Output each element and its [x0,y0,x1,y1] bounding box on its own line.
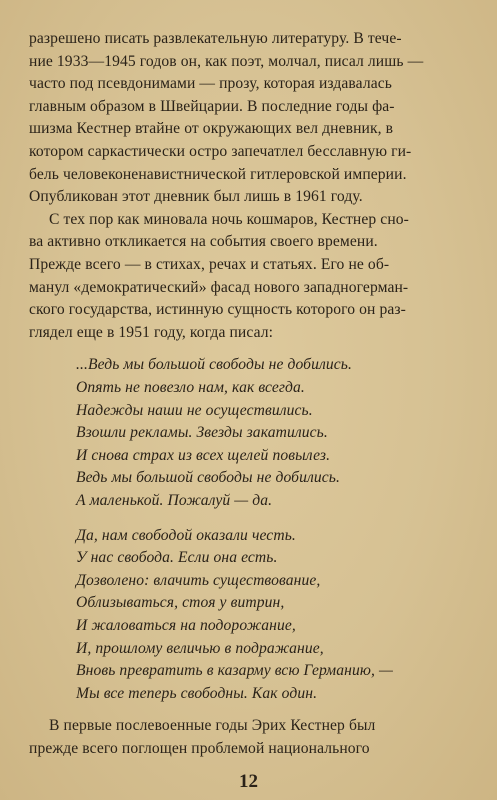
text-line: манул «демократический» фасад нового западногерман- [29,279,409,296]
text-line: часто под псевдонимами — прозу, которая издавалась [29,75,392,92]
text-line: прежде всего поглощен проблемой национального [29,740,370,757]
poem-line: Ведь мы большой свободы не добились. [76,469,340,486]
poem-line: Мы все теперь свободны. Как один. [76,685,318,702]
text-line: С тех пор как миновала ночь кошмаров, Кестнер сно- [49,211,409,228]
text-line: Прежде всего — в стихах, речах и статьях. Его не об- [29,256,390,273]
text-line: главным образом в Швейцарии. В последние годы фа- [29,98,395,115]
poem-line: Вновь превратить в казарму всю Германию, — [76,662,393,679]
poem-line: Опять не повезло нам, как всегда. [76,379,305,396]
text-line: ние 1933—1945 годов он, как поэт, молчал, писал лишь — [29,53,424,70]
poem-line: У нас свобода. Если она есть. [76,549,278,566]
text-line: ва активно откликается на события своего времени. [29,233,378,250]
text-line: разрешено писать развлекательную литературу. В тече- [29,30,402,47]
poem-line: А маленькой. Пожалуй — да. [76,492,273,509]
text-line: бель человеконенавистнической гитлеровской империи. [29,166,407,183]
text-line: котором саркастически остро запечатлел бесславную ги- [29,143,412,160]
poem-line: Взошли рекламы. Звезды закатились. [76,424,328,441]
text-line: глядел еще в 1951 году, когда писал: [29,324,274,341]
poem-line: Да, нам свободой оказали честь. [76,527,296,544]
text-line: В первые послевоенные годы Эрих Кестнер был [49,717,376,734]
poem-line: ...Ведь мы большой свободы не добились. [76,356,352,373]
poem-line: Облизываться, стоя у витрин, [76,594,285,611]
page-number: 12 [239,771,258,792]
text-line: Опубликован этот дневник был лишь в 1961 году. [29,188,363,205]
poem-line: Дозволено: влачить существование, [76,572,321,589]
text-line: шизма Кестнер втайне от окружающих вел дневник, в [29,120,394,137]
poem-line: И снова страх из всех щелей повылез. [76,447,331,464]
poem-line: И, прошлому величью в подражание, [76,640,324,657]
text-line: ского государства, истинную сущность которого он раз- [29,301,406,318]
poem-line: И жаловаться на подорожание, [76,617,296,634]
poem-line: Надежды наши не осуществились. [76,402,313,419]
